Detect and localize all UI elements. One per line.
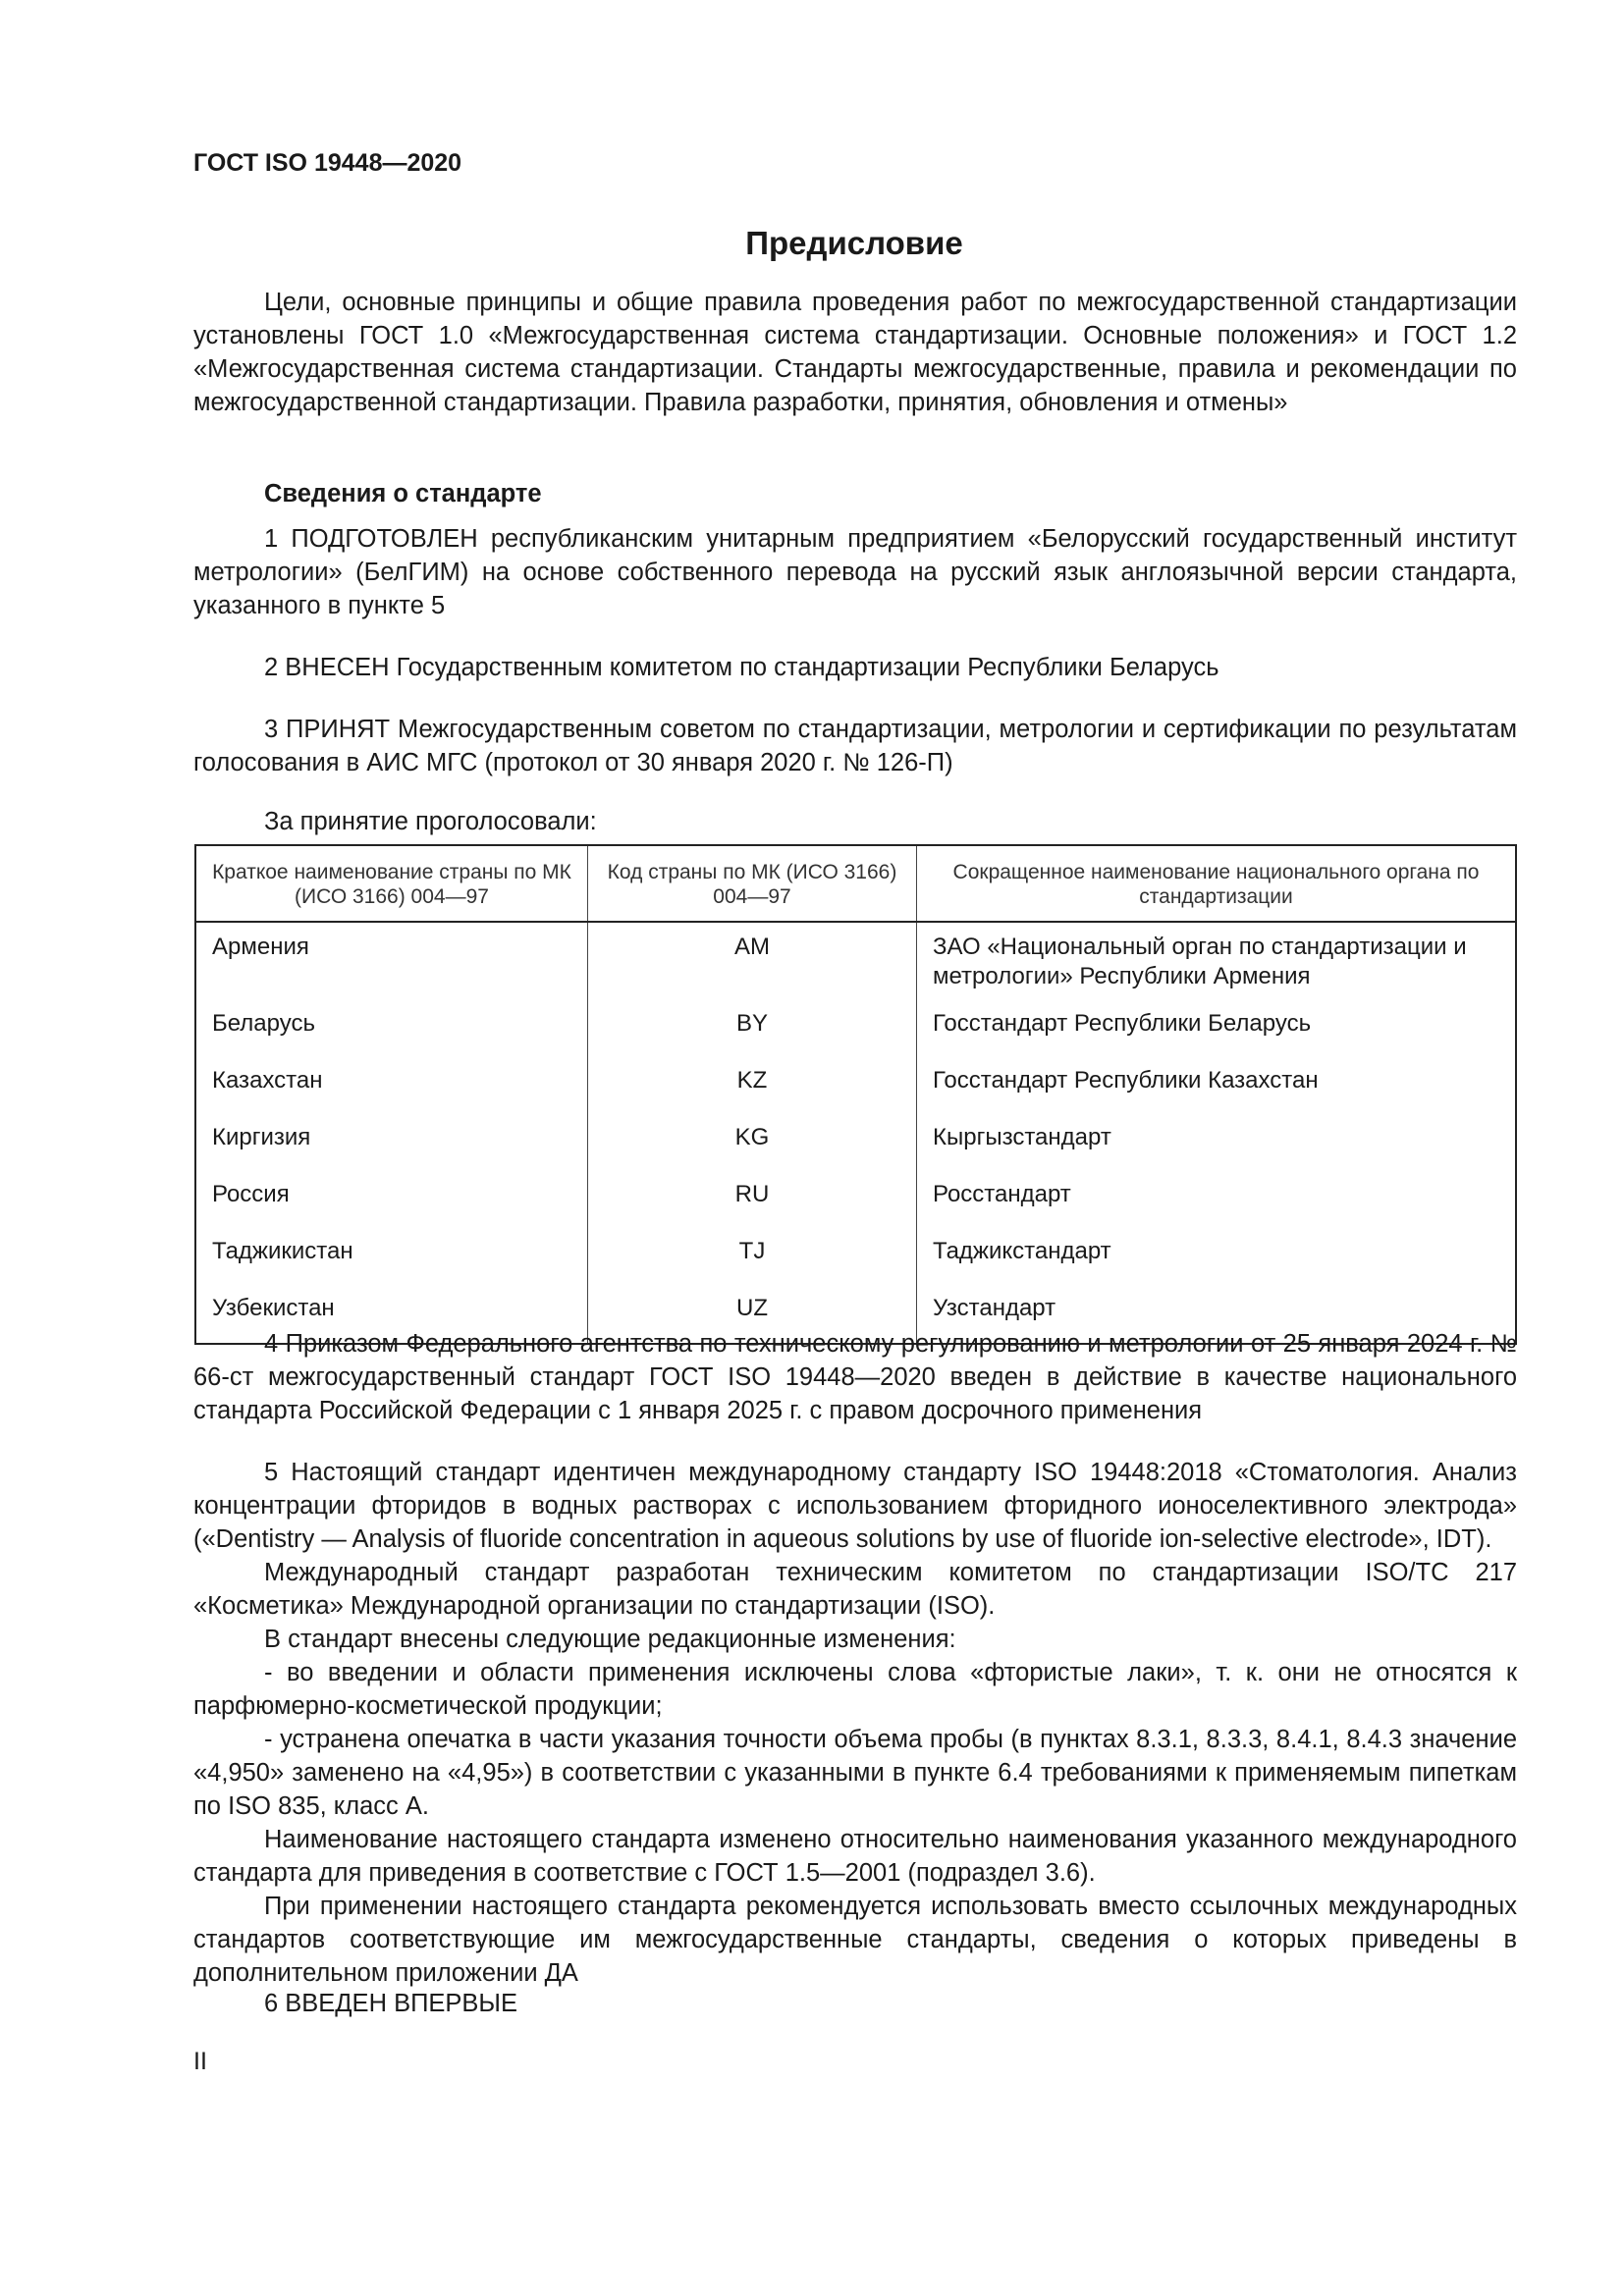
item-2 bbox=[193, 651, 1517, 684]
item-6-text: 6 ВВЕДЕН ВПЕРВЫЕ bbox=[264, 1990, 518, 2017]
cell-country: Киргизия bbox=[195, 1115, 588, 1172]
item-4 bbox=[193, 1327, 1517, 1427]
item-5-change-2: - устранена опечатка в части указания точности объема пробы (в пунктах 8.3.1, 8.3.3, 8.4.1, 8.4.3 значение «4,950» заменено на «4,95») в соответствии с указанными в пункте 6.4 требованиями к применяемым пипеткам по ISO 835, класс А. bbox=[193, 1726, 1517, 1820]
voting-table bbox=[194, 844, 1517, 1345]
cell-body: Узстандарт bbox=[917, 1286, 1517, 1344]
table-row bbox=[195, 1115, 1516, 1172]
item-5-changes-intro: В стандарт внесены следующие редакционные изменения: bbox=[264, 1626, 956, 1653]
cell-code: BY bbox=[588, 1001, 917, 1058]
item-1-text: 1 ПОДГОТОВЛЕН республиканским унитарным предприятием «Белорусский государственный институт метрологии» (БелГИМ) на основе собственного перевода на русский язык англоязычной версии стандарта, указанного в пункте 5 bbox=[193, 525, 1517, 619]
item-5-reference-note: При применении настоящего стандарта рекомендуется использовать вместо ссылочных международных стандартов соответствующие им межгосударственные стандарты, сведения о которых приведены в дополнительном приложении ДА bbox=[193, 1893, 1517, 1987]
table-row bbox=[195, 1229, 1516, 1286]
cell-country: Узбекистан bbox=[195, 1286, 588, 1344]
document-header: ГОСТ ISO 19448—2020 bbox=[193, 149, 462, 177]
cell-code: AM bbox=[588, 922, 917, 1001]
cell-body: Таджикстандарт bbox=[917, 1229, 1517, 1286]
cell-body: Кыргызстандарт bbox=[917, 1115, 1517, 1172]
item-3-text: 3 ПРИНЯТ Межгосударственным советом по стандартизации, метрологии и сертификации по результатам голосования в АИС МГС (протокол от 30 января 2020 г. № 126-П) bbox=[193, 716, 1517, 776]
item-2-text: 2 ВНЕСЕН Государственным комитетом по стандартизации Республики Беларусь bbox=[264, 654, 1219, 681]
table-row bbox=[195, 922, 1516, 1001]
cell-body: Госстандарт Республики Беларусь bbox=[917, 1001, 1517, 1058]
item-3 bbox=[193, 713, 1517, 779]
table-header-row bbox=[195, 845, 1516, 922]
item-5 bbox=[193, 1456, 1517, 1990]
cell-code: UZ bbox=[588, 1286, 917, 1344]
cell-body: ЗАО «Национальный орган по стандартизации и метрологии» Республики Армения bbox=[917, 922, 1517, 1001]
cell-code: RU bbox=[588, 1172, 917, 1229]
intro-paragraph bbox=[193, 286, 1517, 419]
cell-country: Казахстан bbox=[195, 1058, 588, 1115]
page-title: Предисловие bbox=[745, 225, 963, 261]
cell-code: KG bbox=[588, 1115, 917, 1172]
cell-code: KZ bbox=[588, 1058, 917, 1115]
cell-country: Россия bbox=[195, 1172, 588, 1229]
item-5-text: 5 Настоящий стандарт идентичен международному стандарту ISO 19448:2018 «Стоматология. Анализ концентрации фторидов в водных растворах с использованием фторидного ионоселективного электрода» («Dentistry — Analysis of fluoride concentration in aqueous solutions by use of fluoride ion-selective electrode», IDT). bbox=[193, 1459, 1517, 1553]
item-5-committee: Международный стандарт разработан техническим комитетом по стандартизации ISO/TC 217 «Косметика» Международной организации по стандартизации (ISO). bbox=[193, 1559, 1517, 1620]
table-row bbox=[195, 1172, 1516, 1229]
vote-intro-block bbox=[193, 805, 1517, 838]
intro-text: Цели, основные принципы и общие правила проведения работ по межгосударственной стандартизации установлены ГОСТ 1.0 «Межгосударственная система стандартизации. Основные положения» и ГОСТ 1.2 «Межгосударственная система стандартизации. Стандарты межгосударственные, правила и рекомендации по межгосударственной стандартизации. Правила разработки, принятия, обновления и отмены» bbox=[193, 289, 1517, 416]
table-row bbox=[195, 1001, 1516, 1058]
cell-body: Росстандарт bbox=[917, 1172, 1517, 1229]
item-1 bbox=[193, 522, 1517, 622]
item-5-change-1: - во введении и области применения исключены слова «фтористые лаки», т. к. они не относятся к парфюмерно-косметической продукции; bbox=[193, 1659, 1517, 1720]
table-row bbox=[195, 1058, 1516, 1115]
page-number: II bbox=[193, 2048, 207, 2075]
vote-intro: За принятие проголосовали: bbox=[264, 808, 597, 835]
cell-code: TJ bbox=[588, 1229, 917, 1286]
section-heading: Сведения о стандарте bbox=[264, 480, 542, 507]
cell-country: Армения bbox=[195, 922, 588, 1001]
cell-country: Таджикистан bbox=[195, 1229, 588, 1286]
item-5-title-note: Наименование настоящего стандарта изменено относительно наименования указанного международного стандарта для приведения в соответствие с ГОСТ 1.5—2001 (подраздел 3.6). bbox=[193, 1826, 1517, 1887]
cell-country: Беларусь bbox=[195, 1001, 588, 1058]
item-6 bbox=[193, 1987, 1517, 2020]
column-header-body: Сокращенное наименование национального органа по стандартизации bbox=[917, 845, 1517, 922]
cell-body: Госстандарт Республики Казахстан bbox=[917, 1058, 1517, 1115]
column-header-code: Код страны по МК (ИСО 3166) 004—97 bbox=[588, 845, 917, 922]
column-header-country: Краткое наименование страны по МК (ИСО 3166) 004—97 bbox=[195, 845, 588, 922]
section-heading-block bbox=[193, 477, 1517, 510]
item-4-text: 4 Приказом Федерального агентства по техническому регулированию и метрологии от 25 января 2024 г. № 66-ст межгосударственный стандарт ГОСТ ISO 19448—2020 введен в действие в качестве национального стандарта Российской Федерации с 1 января 2025 г. с правом досрочного применения bbox=[193, 1330, 1517, 1424]
